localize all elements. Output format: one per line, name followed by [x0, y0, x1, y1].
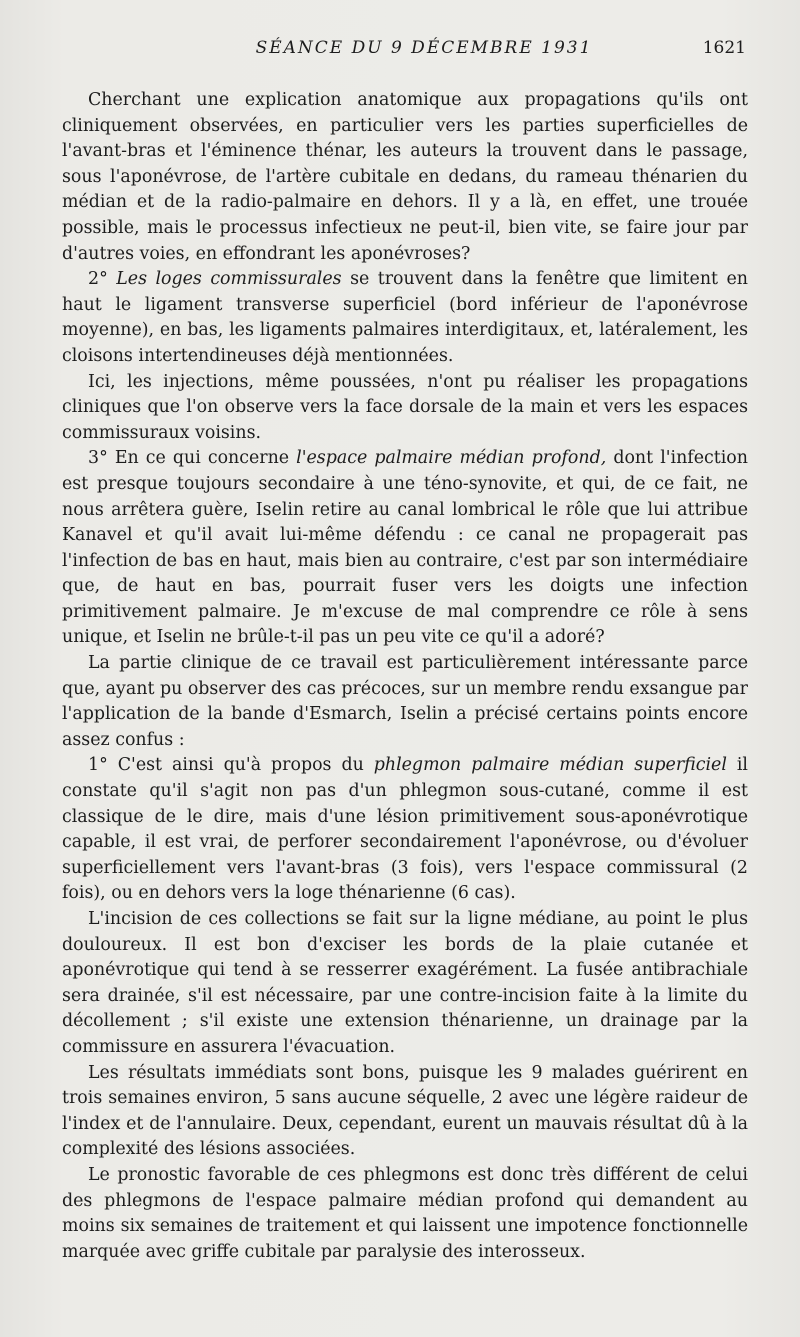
text-run: 3° En ce qui concerne [88, 448, 297, 469]
text-run: se trouvent dans la fenêtre que limitent en haut le ligament transverse superficiel (bord inférieur de l'aponévrose moyenne), en bas, les ligaments palmaires interdigitaux, et, latéralement, les cloisons intertendineuses déjà mentionnées. [62, 269, 748, 366]
text-run: dont l'infection est presque toujours secondaire à une téno-synovite, et qui, de ce fait, ne nous arrêtera guère, Iselin retire au canal lombrical le rôle que lui attribue Kanavel et qu'il avait lui-même défendu : ce canal ne propagerait pas l'infection de bas en haut, mais bien au contraire, c'est par son intermédiaire que, de haut en bas, pourrait fuser vers les doigts une infection primitivement palmaire. Je m'excuse de mal comprendre ce rôle à sens unique, et Iselin ne brûle-t-il pas un peu vite ce qu'il a adoré? [62, 448, 748, 648]
paragraph [62, 907, 748, 1061]
italic-term: Les loges commissurales [116, 269, 342, 290]
text-run: La partie clinique de ce travail est particulièrement intéressante parce que, ayant pu observer des cas précoces, sur un membre rendu exsangue par l'application de la bande d'Esmarch, Iselin a précisé certains points encore assez confus : [62, 653, 748, 750]
text-run: Cherchant une explication anatomique aux propagations qu'ils ont cliniquement observées, en particulier vers les parties superficielles de l'avant-bras et l'éminence thénar, les auteurs la trouvent dans le passage, sous l'aponévrose, de l'artère cubitale en dedans, du rameau thénarien du médian et de la radio-palmaire en dehors. Il y a là, en effet, une trouée possible, mais le processus infectieux ne peut-il, bien vite, se faire jour par d'autres voies, en effondrant les aponévroses? [62, 90, 748, 264]
italic-term: phlegmon palmaire médian superficiel [373, 755, 727, 776]
text-run: Les résultats immédiats sont bons, puisque les 9 malades guérirent en trois semaines environ, 5 sans aucune séquelle, 2 avec une légère raideur de l'index et de l'annulaire. Deux, cependant, eurent un mauvais résultat dû à la complexité des lésions associées. [62, 1062, 748, 1160]
paragraph [62, 88, 748, 267]
running-head: SÉANCE DU 9 DÉCEMBRE 1931 [255, 38, 593, 58]
text-run: Ici, les injections, même poussées, n'ont pu réaliser les propagations cliniques que l'on observe vers la face dorsale de la main et vers les espaces commissuraux voisins. [62, 371, 748, 443]
paragraph [62, 1163, 748, 1265]
text-run: Le pronostic favorable de ces phlegmons est donc très différent de celui des phlegmons de l'espace palmaire médian profond qui demandent au moins six semaines de traitement et qui laissent une impotence fonctionnelle marquée avec griffe cubitale par paralysie des interosseux. [62, 1164, 748, 1262]
paragraph [62, 1061, 748, 1163]
page-number: 1621 [702, 38, 746, 58]
paragraph [62, 446, 748, 651]
text-run: L'incision de ces collections se fait sur la ligne médiane, au point le plus douloureux. Il est bon d'exciser les bords de la plaie cutanée et aponévrotique qui tend à se resserrer exagérément. La fusée antibrachiale sera drainée, s'il est nécessaire, par une contre-incision faite à la limite du décollement ; s'il existe une extension thénarienne, un drainage par la commissure en assurera l'évacuation. [62, 909, 748, 1057]
paragraph [62, 651, 748, 753]
paragraph [62, 370, 748, 447]
italic-term: l'espace palmaire médian profond, [296, 448, 607, 469]
page-header [62, 38, 746, 68]
paragraph [62, 753, 748, 907]
body-text [62, 88, 748, 1265]
text-run: 1° C'est ainsi qu'à propos du [88, 755, 374, 776]
paragraph [62, 267, 748, 369]
text-run: 2° [88, 269, 117, 290]
text-run: il constate qu'il s'agit non pas d'un phlegmon sous-cutané, comme il est classique de le dire, mais d'une lésion primitivement sous-aponévrotique capable, il est vrai, de perforer secondairement l'aponévrose, ou d'évoluer superficiellement vers l'avant-bras (3 fois), vers l'espace commissural (2 fois), ou en dehors vers la loge thénarienne (6 cas). [62, 755, 748, 904]
